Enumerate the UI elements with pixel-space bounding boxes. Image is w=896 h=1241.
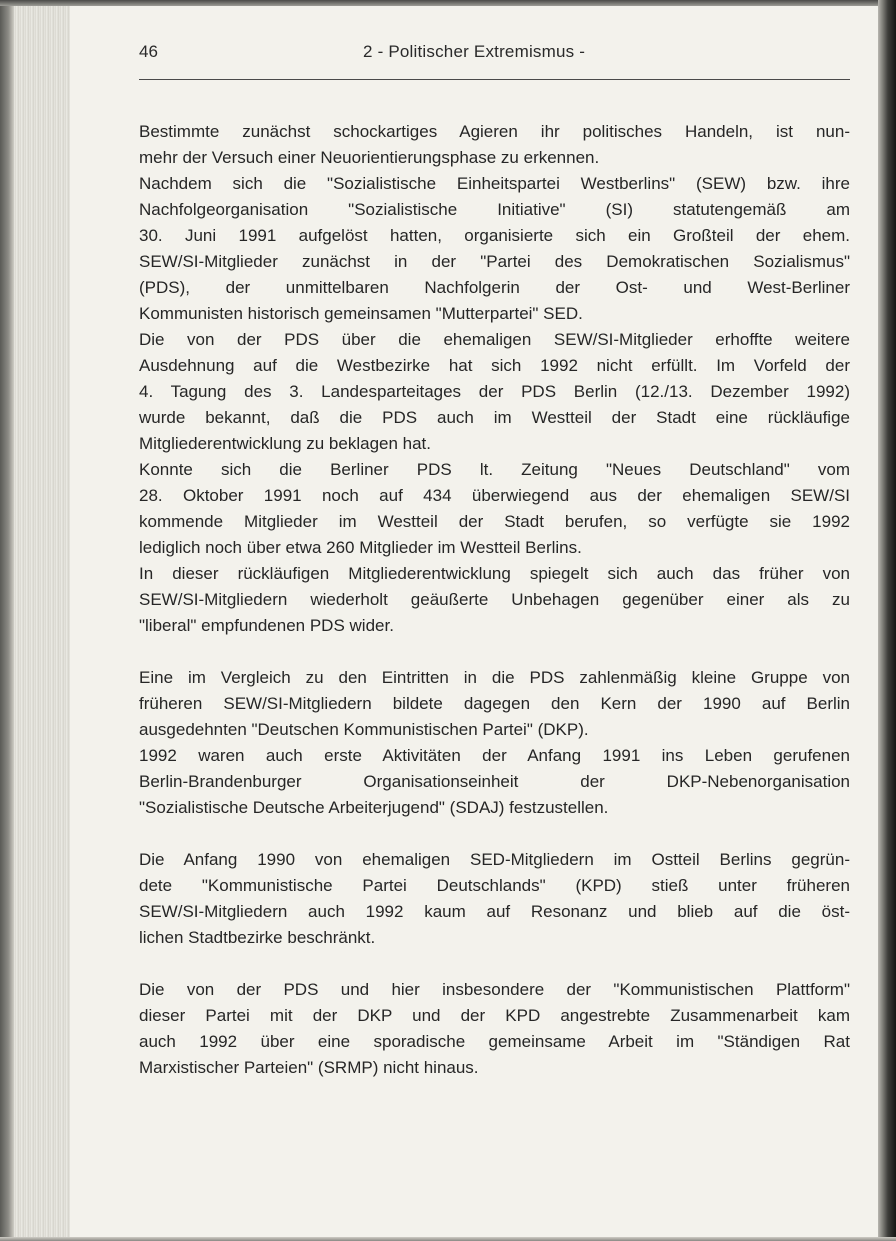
text-line: (PDS), der unmittelbaren Nachfolgerin der Ost- und West-Berliner bbox=[139, 278, 850, 297]
paragraph-gap bbox=[139, 951, 850, 977]
binding-shadow bbox=[0, 0, 14, 1241]
text-line: Eine im Vergleich zu den Eintritten in die PDS zahlenmäßig kleine Gruppe von bbox=[139, 668, 850, 687]
text-line: Nachfolgeorganisation "Sozialistische Initiative" (SI) statutengemäß am bbox=[139, 200, 850, 219]
text-line: SEW/SI-Mitgliedern wiederholt geäußerte Unbehagen gegenüber einer als zu bbox=[139, 590, 850, 609]
text-line: Die von der PDS über die ehemaligen SEW/SI-Mitglieder erhoffte weitere bbox=[139, 330, 850, 349]
text-line: Berlin-Brandenburger Organisationseinheit der DKP-Nebenorganisation bbox=[139, 772, 850, 791]
body-text bbox=[139, 119, 850, 1081]
text-line: Marxistischer Parteien" (SRMP) nicht hinaus. bbox=[139, 1058, 479, 1077]
text-line: dete "Kommunistische Partei Deutschlands" (KPD) stieß unter früheren bbox=[139, 876, 850, 895]
text-line: lichen Stadtbezirke beschränkt. bbox=[139, 928, 376, 947]
text-line: kommende Mitglieder im Westteil der Stadt berufen, so verfügte sie 1992 bbox=[139, 512, 850, 531]
text-line: In dieser rückläufigen Mitgliederentwicklung spiegelt sich auch das früher von bbox=[139, 564, 850, 583]
text-line: früheren SEW/SI-Mitgliedern bildete dagegen den Kern der 1990 auf Berlin bbox=[139, 694, 850, 713]
text-line: 1992 waren auch erste Aktivitäten der Anfang 1991 ins Leben gerufenen bbox=[139, 746, 850, 765]
text-line: 28. Oktober 1991 noch auf 434 überwiegend aus der ehemaligen SEW/SI bbox=[139, 486, 850, 505]
text-line: lediglich noch über etwa 260 Mitglieder im Westteil Berlins. bbox=[139, 538, 582, 557]
bottom-edge bbox=[0, 1237, 896, 1241]
paragraph-gap bbox=[139, 821, 850, 847]
text-line: Ausdehnung auf die Westbezirke hat sich 1992 nicht erfüllt. Im Vorfeld der bbox=[139, 356, 850, 375]
text-line: Nachdem sich die "Sozialistische Einheitspartei Westberlins" (SEW) bzw. ihre bbox=[139, 174, 850, 193]
text-line: Die von der PDS und hier insbesondere der "Kommunistischen Plattform" bbox=[139, 980, 850, 999]
text-line: Kommunisten historisch gemeinsamen "Mutterpartei" SED. bbox=[139, 304, 583, 323]
text-line: "liberal" empfundenen PDS wider. bbox=[139, 616, 394, 635]
right-edge bbox=[878, 0, 896, 1241]
page-number: 46 bbox=[139, 42, 158, 61]
text-line: Konnte sich die Berliner PDS lt. Zeitung "Neues Deutschland" vom bbox=[139, 460, 850, 479]
text-line: Mitgliederentwicklung zu beklagen hat. bbox=[139, 434, 432, 453]
top-edge bbox=[0, 0, 896, 6]
text-line: 4. Tagung des 3. Landesparteitages der PDS Berlin (12./13. Dezember 1992) bbox=[139, 382, 850, 401]
text-line: Die Anfang 1990 von ehemaligen SED-Mitgliedern im Ostteil Berlins gegrün- bbox=[139, 850, 850, 869]
paragraph-gap bbox=[139, 639, 850, 665]
running-head: 2 - Politischer Extremismus - bbox=[363, 42, 586, 61]
text-line: ausgedehnten "Deutschen Kommunistischen Partei" (DKP). bbox=[139, 720, 589, 739]
text-line: SEW/SI-Mitglieder zunächst in der "Partei des Demokratischen Sozialismus" bbox=[139, 252, 850, 271]
page-header bbox=[139, 42, 848, 72]
text-line: dieser Partei mit der DKP und der KPD angestrebte Zusammenarbeit kam bbox=[139, 1006, 850, 1025]
text-line: mehr der Versuch einer Neuorientierungsphase zu erkennen. bbox=[139, 148, 600, 167]
text-line: SEW/SI-Mitgliedern auch 1992 kaum auf Resonanz und blieb auf die öst- bbox=[139, 902, 850, 921]
text-line: wurde bekannt, daß die PDS auch im Westteil der Stadt eine rückläufige bbox=[139, 408, 850, 427]
text-line: Bestimmte zunächst schockartiges Agieren ihr politisches Handeln, ist nun- bbox=[139, 122, 850, 141]
text-line: 30. Juni 1991 aufgelöst hatten, organisierte sich ein Großteil der ehem. bbox=[139, 226, 850, 245]
header-rule bbox=[139, 79, 850, 80]
text-line: auch 1992 über eine sporadische gemeinsame Arbeit im "Ständigen Rat bbox=[139, 1032, 850, 1051]
text-line: "Sozialistische Deutsche Arbeiterjugend" (SDAJ) festzustellen. bbox=[139, 798, 609, 817]
